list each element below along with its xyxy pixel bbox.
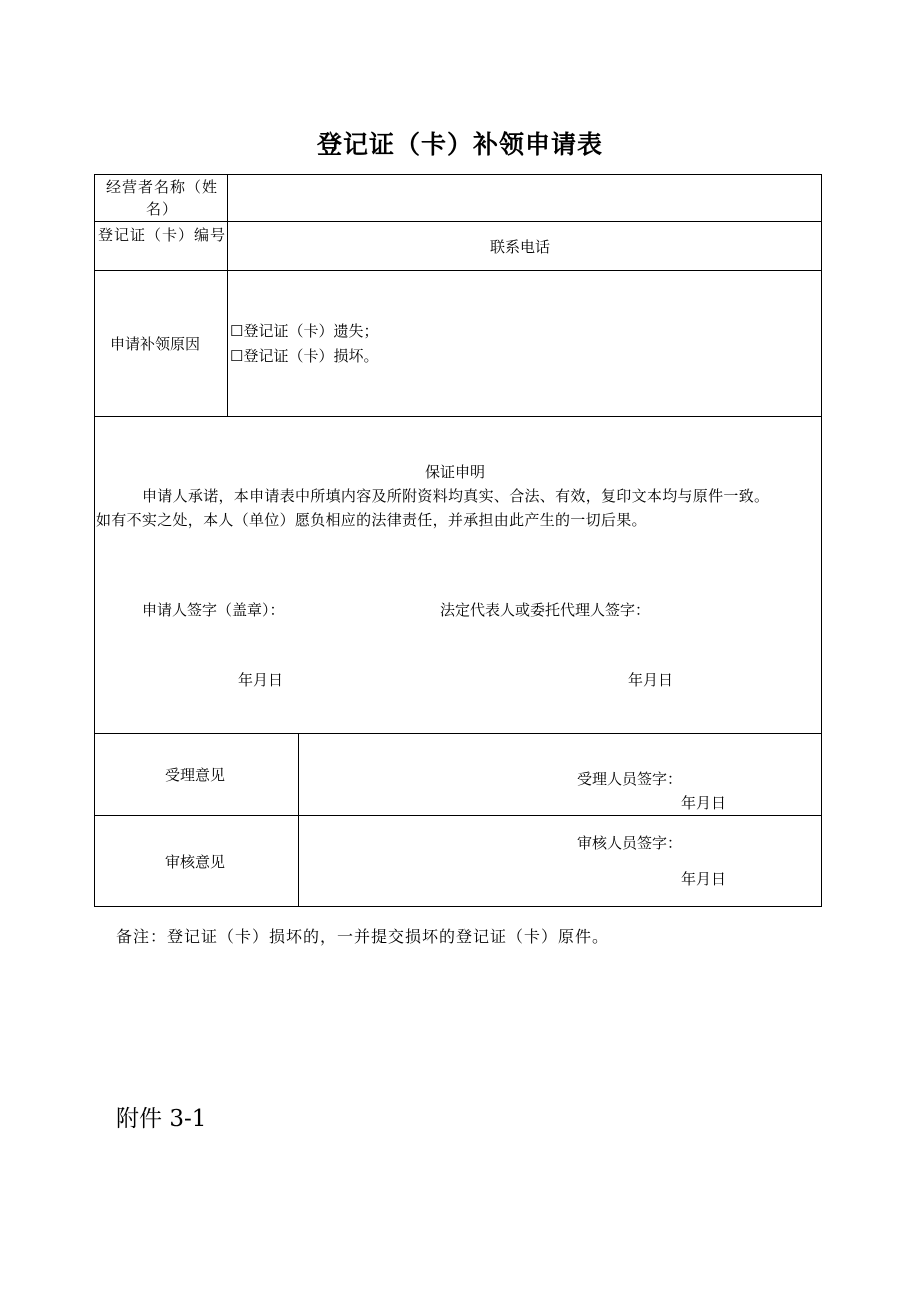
- guarantee-text-line-2: 如有不实之处，本人（单位）愿负相应的法律责任，并承担由此产生的一切后果。: [96, 511, 647, 529]
- attachment-number: 3-1: [169, 1106, 207, 1132]
- attachment-prefix: 附件: [116, 1106, 162, 1132]
- page-title: 登记证（卡）补领申请表: [316, 130, 603, 159]
- acceptance-signer-label: 受理人员签字：: [577, 770, 683, 788]
- checkbox-icon[interactable]: ☐: [230, 322, 244, 340]
- applicant-signature-label: 申请人签字（盖章）：: [142, 601, 285, 619]
- cert-number-field[interactable]: [229, 223, 479, 269]
- attachment-label: [116, 1100, 206, 1133]
- phone-label: 联系电话: [490, 238, 551, 256]
- row-divider: [94, 221, 822, 222]
- legal-representative-signature-label: 法定代表人或委托代理人签字：: [440, 601, 651, 619]
- column-divider: [227, 174, 228, 416]
- reason-label: 申请补领原因: [110, 335, 201, 353]
- representative-date: 年月日: [628, 671, 674, 689]
- acceptance-opinion-label: 受理意见: [165, 766, 226, 784]
- row-divider: [94, 815, 822, 816]
- row-divider: [94, 270, 822, 271]
- phone-field[interactable]: [570, 223, 820, 269]
- reason-option-label: 登记证（卡）遗失；: [243, 322, 379, 340]
- reason-option-damaged[interactable]: [230, 345, 378, 367]
- operator-name-label: 经营者名称（姓名）: [105, 178, 218, 218]
- applicant-date: 年月日: [238, 671, 284, 689]
- review-signer-label: 审核人员签字：: [577, 834, 683, 852]
- reason-option-lost[interactable]: [230, 320, 378, 342]
- row-divider: [94, 416, 822, 417]
- checkbox-icon[interactable]: ☐: [230, 347, 244, 365]
- review-date: 年月日: [681, 870, 727, 888]
- guarantee-heading: 保证申明: [425, 463, 486, 481]
- reason-option-label: 登记证（卡）损坏。: [243, 347, 379, 365]
- guarantee-text-line-1: 申请人承诺，本申请表中所填内容及所附资料均真实、合法、有效，复印文本均与原件一致。: [142, 487, 770, 505]
- acceptance-date: 年月日: [681, 794, 727, 812]
- cert-number-label: 登记证（卡）编号: [98, 226, 227, 244]
- row-divider: [94, 733, 822, 734]
- review-opinion-label: 审核意见: [165, 853, 226, 871]
- column-divider: [298, 733, 299, 907]
- operator-name-field[interactable]: [229, 176, 820, 220]
- footnote: 备注：登记证（卡）损坏的，一并提交损坏的登记证（卡）原件。: [116, 927, 610, 946]
